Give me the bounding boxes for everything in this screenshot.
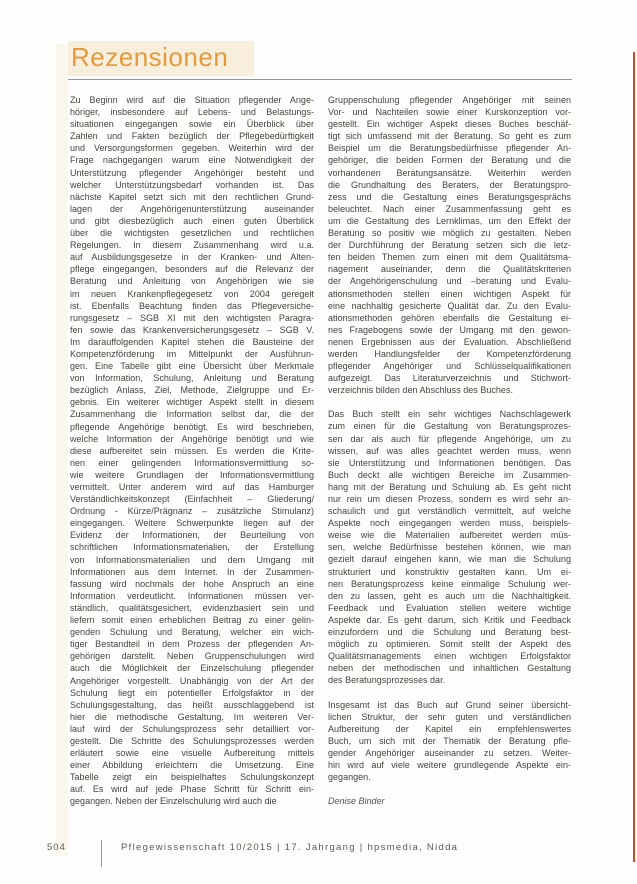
text-line: gehörigen darstellt. Neben Gruppenschulungen wird <box>70 651 314 662</box>
text-line: nen Beratungsprozess keine einmalige Schulung wer- <box>328 578 571 589</box>
text-line: über die wichtigsten gesetzlichen und rechtlichen <box>70 228 314 239</box>
text-line: hang mit der Beratung und Schulung ab. Es geht nicht <box>328 481 571 492</box>
text-line: vorhandenen Beratungsansätze. Weiterhin werden <box>328 167 571 178</box>
text-line: eine nachhaltig gesicherte Qualität dar. Zu den Evalu- <box>328 300 571 311</box>
text-line: wissen, auf was alles geachtet werden muss, wenn <box>328 445 571 456</box>
text-line: einer Abbildung erleichtern die Umsetzung. Eine <box>70 760 314 771</box>
text-line: auch die Möglichkeit der Einzelschulung pflegender <box>70 663 314 674</box>
text-line: einzufordern und die Schulung und Beratung best- <box>328 627 571 638</box>
footer-divider <box>101 840 102 867</box>
text-line: der Durchführung der Beratung setzen sich die letz- <box>328 240 571 251</box>
paragraph <box>328 408 571 686</box>
text-line: Information verdeutlicht. Informationen müssen ver- <box>70 590 314 601</box>
text-line: vermittelt. Unter anderem wird auf das Hamburger <box>70 482 314 492</box>
text-line: genden Schulung und Beratung, welcher ein wich- <box>70 627 314 638</box>
text-line: lagen der Angehörigenunterstützung auseinander <box>70 203 314 214</box>
text-line: situationen eingegangen sowie ein Überblick über <box>70 119 314 130</box>
right-accent-bar <box>633 52 635 862</box>
text-line: hin wird auf viele weitere grundlegende Aspekte ein- <box>328 759 571 770</box>
text-line: Tabelle zeigt ein beispielhaftes Schulungskonzept <box>70 772 314 783</box>
text-line: gehöriger, die beiden Formen der Beratung und die <box>328 155 571 166</box>
text-line: rien einer gelingenden Informationsvermittlung so- <box>70 457 314 468</box>
text-line: auf Ausbildungsgesetze in der Kranken- und Alten- <box>70 252 314 263</box>
text-line: pflege eingegangen, besonders auf die Relevanz der <box>70 264 314 275</box>
text-line: von Information, Schulung, Anleitung und Beratung <box>70 373 314 384</box>
text-line: sie Unterstützung und Informationen benötigen. Das <box>328 457 571 468</box>
text-line: Ordnung - Kürze/Prägnanz – zusätzliche Stimulanz) <box>70 506 314 517</box>
text-line: nächste Kapitel setzt sich mit den rechtlichen Grund- <box>70 191 314 202</box>
text-line: Gruppenschulung pflegender Angehöriger mit seinen <box>328 95 571 105</box>
text-line: nur rein um diesen Prozess, sondern es wird sehr an- <box>328 494 571 504</box>
text-line: beleuchtet. Nach einer Zusammenfassung geht es <box>328 203 571 214</box>
text-line: Buch, um sich mit der Thematik der Beratung pfle- <box>328 735 571 746</box>
text-line: welche Information der Angehörige benötigt und wie <box>70 433 314 444</box>
text-line: lauf wird der Schulungsprozess sehr detailliert vor- <box>70 723 314 734</box>
text-line: gegangen. Neben der Einzelschulung wird auch die <box>70 796 277 807</box>
text-line: nenen Ergebnissen aus der Evaluation. Abschließend <box>328 336 571 347</box>
text-line: Verständlichkeitskonzept (Einfachheit – Gliederung/ <box>70 494 314 505</box>
text-line: Vor- und Nachteilen sowie einer Kurskonzeption vor- <box>328 107 571 118</box>
text-line: gen. Eine Tabelle gibt eine Übersicht über Merkmale <box>70 361 314 372</box>
text-line: Aufbereitung der Kapitel ein empfehlenswertes <box>328 723 571 734</box>
text-line: ständlich, qualitätsgesichert, evidenzbasiert sein und <box>70 602 314 613</box>
text-line: gestellt. Ein wichtiger Aspekt dieses Buches beschäf- <box>328 119 571 130</box>
page-number: 504 <box>47 842 66 853</box>
page-title-text: Rezensionen <box>68 41 254 76</box>
text-line: gegangen. <box>328 772 371 783</box>
text-line: fen sowie das Krankenversicherungsgesetz – SGB V. <box>70 324 314 335</box>
text-line: gebnis. Ein weiterer wichtiger Aspekt stellt in diesem <box>70 397 314 408</box>
text-line: Angehöriger vorgestellt. Unabhängig von der Art der <box>70 675 314 686</box>
text-line: Zusammenhang die Information selbst dar, die der <box>70 409 314 420</box>
text-line: gezielt darauf eingehen kann, wie man die Schulung <box>328 554 571 565</box>
text-line: pflegende Angehörige benötigt. Es wird beschrieben, <box>70 421 314 432</box>
text-line: Aspekte noch eingegangen werden muss, beispiels- <box>328 518 571 529</box>
review-body <box>70 94 571 820</box>
text-line: nes Fragebogens sowie der Umgang mit den gewon- <box>328 324 571 335</box>
text-line: hier die methodische Gestaltung. Im weiteren Ver- <box>70 711 314 722</box>
text-line: Qualitätsmanagements einen wichtigen Erfolgsfaktor <box>328 651 571 662</box>
text-line: liefern somit einen erheblichen Beitrag zu einer gelin- <box>70 615 314 626</box>
text-line: ten beiden Themen zum einen mit dem Qualitätsma- <box>328 252 571 263</box>
text-line: Buch deckt alle wichtigen Bereiche im Zusammen- <box>328 469 571 480</box>
text-line: nagement auseinander, denn die Qualitätskriterien <box>328 264 571 275</box>
text-line: Zahlen und Fakten bezüglich der Pflegebedürftigkeit <box>70 131 314 142</box>
text-line: sen, welche Bedürfnisse bestehen können, wie man <box>328 542 571 553</box>
text-line: möglich zu optimieren. Somit stellt der Aspekt des <box>328 639 571 650</box>
text-line: von Informationsmaterialien und dem Umgang mit <box>70 554 314 565</box>
left-column <box>70 94 314 820</box>
reviewer-signature: Denise Binder <box>328 796 385 807</box>
text-line: rungsgesetz – SGB XI mit den wichtigsten Paragra- <box>70 312 314 323</box>
text-line: höriger, insbesondere auf Lebens- und Belastungs- <box>70 107 314 118</box>
text-line: strukturiert und konstruktiv gestalten kann. Um ei- <box>328 566 571 577</box>
text-line: Schulung liegt ein potentieller Erfolgsfaktor in der <box>70 687 314 698</box>
paragraph <box>328 699 571 784</box>
text-line: um die Gestaltung des Lernklimas, um den Effekt der <box>328 215 571 226</box>
text-line: gestellt. Die Schritte des Schulungsprozesses werden <box>70 735 314 746</box>
text-line: gender Angehöriger auseinander zu setzen. Weiter- <box>328 747 571 758</box>
text-line: Frage nachgegangen warum eine Notwendigkeit der <box>70 155 314 166</box>
text-line: Im darauffolgenden Kapitel stehen die Bausteine der <box>70 336 314 347</box>
text-line: des Beratungsprozesses dar. <box>328 675 446 686</box>
text-line: und Versorgungsformen gegeben. Weiterhin wird der <box>70 143 314 154</box>
text-line: werden Handlungsfelder der Kompetenzförderung <box>328 348 571 359</box>
text-line: Feedback und Evaluation stellen weitere wichtige <box>328 602 571 613</box>
text-line: ist. Ebenfalls Beachtung finden das Pflegeversiche- <box>70 300 314 311</box>
text-line: der Angehörigenschulung und –beratung und Evalu- <box>328 276 571 287</box>
text-line: Informationen aus dem Internet. In der Zusammen- <box>70 566 314 577</box>
text-line: Schulungsgestaltung, das heißt ausschlaggebend ist <box>70 699 314 710</box>
paragraph <box>328 94 571 396</box>
text-line: schriftlichen Informationsmaterialien, der Erstellung <box>70 542 314 553</box>
text-line: Evidenz der Informationen, der Beurteilung von <box>70 530 314 541</box>
text-line: zess und die Gestaltung eines Beratungsgesprächs <box>328 191 571 202</box>
text-line: Kompetenzförderung im Mittelpunkt der Ausführun- <box>70 348 314 359</box>
text-line: Unterstützung pflegender Angehöriger besteht und <box>70 167 314 178</box>
text-line: neben der methodischen und inhaltlichen Gestaltung <box>328 663 571 674</box>
text-line: Beratung so positiv wie möglich zu gestalten. Neben <box>328 228 571 239</box>
text-line: bezüglich Anlass, Ziel, Methode, Zielgruppe und Er- <box>70 385 314 396</box>
text-line: ationsmethoden stellen einen wichtigen Aspekt für <box>328 288 571 299</box>
text-line: Beispiel um die Beratungsbedürfnisse pflegender An- <box>328 143 571 154</box>
text-line: fassung wird nochmals der hohe Anspruch an eine <box>70 578 314 589</box>
text-line: und gibt diesbezüglich auch einen guten Überblick <box>70 215 314 226</box>
text-line: pflegender Angehöriger und Schlüsselqualifikationen <box>328 361 571 372</box>
text-line: den zu lassen, geht es auch um die Nachhaltigkeit. <box>328 590 571 601</box>
text-line: Das Buch stellt ein sehr wichtiges Nachschlagewerk <box>328 409 571 420</box>
page-footer <box>45 841 577 873</box>
scan-margin-tint <box>56 44 68 856</box>
text-line: erläutert sowie eine visuelle Aufbereitung mittels <box>70 748 314 759</box>
text-line: auf. Es wird auf jede Phase Schritt für Schritt ein- <box>70 784 314 795</box>
text-line: ationsmethoden gehören ebenfalls die Gestaltung ei- <box>328 312 571 323</box>
text-line: tiger Bestandteil in dem Prozess der pflegenden An- <box>70 639 314 650</box>
text-line: verzeichnis bilden den Abschluss des Buches. <box>328 385 513 396</box>
text-line: lichen Struktur, der sehr guten und verständlichen <box>328 711 571 722</box>
text-line: diese aufbereitet sein müssen. Es werden die Krite- <box>70 445 314 456</box>
text-line: schaulich und gut verständlich vermittelt, auf welche <box>328 506 571 517</box>
text-line: im neuen Krankenpflegegesetz von 2004 geregelt <box>70 288 314 299</box>
text-line: aufgezeigt. Das Literaturverzeichnis und Stichwort- <box>328 373 571 384</box>
page-header <box>68 42 572 80</box>
text-line: welcher Unterstützungsbedarf vorhanden ist. Das <box>70 179 314 190</box>
text-line: Regelungen. In diesem Zusammenhang wird u.a. <box>70 240 314 251</box>
text-line: die Grundhaltung des Beraters, der Beratungspro- <box>328 179 571 190</box>
paragraph <box>70 94 314 808</box>
text-line: Insgesamt ist das Buch auf Grund seiner übersicht- <box>328 699 571 710</box>
text-line: Zu Beginn wird auf die Situation pflegender Ange- <box>70 95 314 105</box>
page-title <box>68 42 572 72</box>
text-line: sen dar als auch für pflegende Angehörige, um zu <box>328 433 571 444</box>
text-line: zum einen für die Gestaltung von Beratungsprozes- <box>328 421 571 432</box>
text-line: wie weitere Grundlagen der Informationsvermittlung <box>70 469 314 480</box>
journal-info: Pflegewissenschaft 10/2015 | 17. Jahrgang | hpsmedia, Nidda <box>121 842 459 853</box>
text-line: Aspekte dar. Es geht darum, sich Kritik und Feedback <box>328 614 571 625</box>
text-line: eingegangen. Weitere Schwerpunkte liegen auf der <box>70 518 314 529</box>
right-column <box>328 94 571 820</box>
header-rule <box>68 79 572 80</box>
text-line: tigt sich umfassend mit der Beratung. So geht es zum <box>328 131 571 142</box>
text-line: weise wie die Materialien aufbereitet werden müs- <box>328 530 571 541</box>
text-line: Beratung und Anleitung von Angehörigen wie sie <box>70 276 314 287</box>
